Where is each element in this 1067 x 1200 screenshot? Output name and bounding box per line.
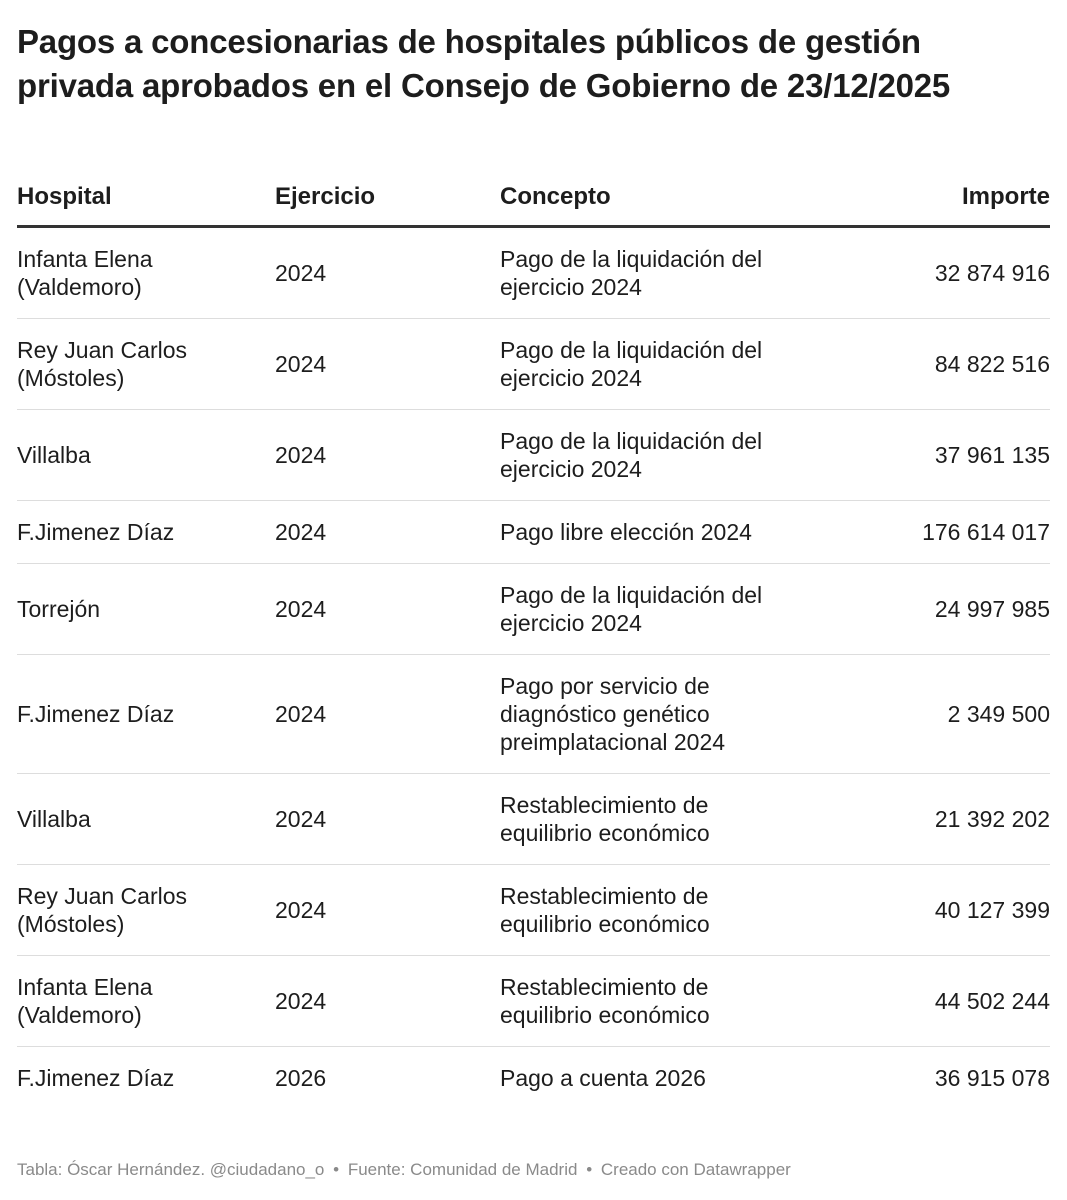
column-header-ejercicio[interactable]: Ejercicio [275, 180, 500, 226]
cell-importe: 176 614 017 [800, 500, 1050, 563]
cell-hospital: Villalba [17, 409, 275, 500]
cell-concepto: Pago libre elección 2024 [500, 500, 800, 563]
cell-ejercicio: 2024 [275, 563, 500, 654]
cell-concepto: Restablecimiento de equilibrio económico [500, 773, 800, 864]
cell-ejercicio: 2024 [275, 864, 500, 955]
table-row [17, 654, 1050, 773]
cell-concepto: Pago a cuenta 2026 [500, 1065, 706, 1092]
table-row [17, 409, 1050, 500]
cell-importe: 84 822 516 [800, 318, 1050, 409]
column-header-importe[interactable]: Importe [800, 180, 1050, 226]
cell-concepto: Pago de la liquidación del ejercicio 2024 [500, 318, 800, 409]
footer-separator: • [586, 1160, 593, 1179]
chart-title: Pagos a concesionarias de hospitales públicos de gestión privada aprobados en el Consejo de Gobierno de 23/12/2025 [17, 23, 951, 104]
cell-importe: 21 392 202 [800, 773, 1050, 864]
cell-concepto: Pago de la liquidación del ejercicio 2024 [500, 226, 800, 318]
cell-ejercicio: 2024 [275, 773, 500, 864]
cell-ejercicio: 2024 [275, 226, 500, 318]
cell-hospital: Rey Juan Carlos (Móstoles) [17, 318, 275, 409]
cell-ejercicio: 2024 [275, 409, 500, 500]
footer [17, 1160, 791, 1180]
table-row [17, 226, 1050, 318]
footer-source: Fuente: Comunidad de Madrid [347, 1160, 578, 1179]
cell-ejercicio: 2024 [275, 500, 500, 563]
cell-ejercicio: 2024 [275, 318, 500, 409]
footer-separator: • [333, 1160, 340, 1179]
cell-hospital: Infanta Elena (Valdemoro) [17, 226, 275, 318]
cell-importe: 32 874 916 [800, 226, 1050, 318]
cell-importe: 2 349 500 [800, 654, 1050, 773]
table-row [17, 955, 1050, 1046]
cell-concepto: Pago de la liquidación del ejercicio 2024 [500, 563, 800, 654]
column-header-hospital[interactable]: Hospital [17, 180, 275, 226]
cell-hospital: F.Jimenez Díaz [17, 500, 275, 563]
cell-concepto: Restablecimiento de equilibrio económico [500, 955, 800, 1046]
table-row [17, 864, 1050, 955]
cell-hospital: F.Jimenez Díaz [17, 654, 275, 773]
table-row [17, 563, 1050, 654]
table-row [17, 318, 1050, 409]
cell-hospital: F.Jimenez Díaz [17, 1065, 175, 1092]
cell-concepto: Pago por servicio de diagnóstico genético preimplatacional 2024 [500, 654, 800, 773]
footer-credit: Tabla: Óscar Hernández. @ciudadano_o [17, 1160, 325, 1179]
table-body [17, 226, 1050, 1110]
cell-importe: 37 961 135 [800, 409, 1050, 500]
cell-hospital: Villalba [17, 773, 275, 864]
cell-importe: 40 127 399 [800, 864, 1050, 955]
cell-ejercicio: 2026 [275, 1065, 327, 1092]
cell-importe: 44 502 244 [800, 955, 1050, 1046]
table-header-row [17, 180, 1050, 226]
table-row [17, 500, 1050, 563]
cell-hospital: Rey Juan Carlos (Móstoles) [17, 864, 275, 955]
cell-importe: 36 915 078 [934, 1065, 1050, 1092]
table-row [17, 773, 1050, 864]
cell-hospital: Infanta Elena (Valdemoro) [17, 955, 275, 1046]
cell-importe: 24 997 985 [800, 563, 1050, 654]
cell-ejercicio: 2024 [275, 955, 500, 1046]
cell-concepto: Pago de la liquidación del ejercicio 2024 [500, 409, 800, 500]
cell-hospital: Torrejón [17, 563, 275, 654]
table-row [17, 1046, 1050, 1110]
column-header-concepto[interactable]: Concepto [500, 180, 800, 226]
data-table [17, 180, 1050, 1110]
footer-tool: Creado con Datawrapper [600, 1160, 791, 1179]
cell-concepto: Restablecimiento de equilibrio económico [500, 864, 800, 955]
cell-ejercicio: 2024 [275, 654, 500, 773]
